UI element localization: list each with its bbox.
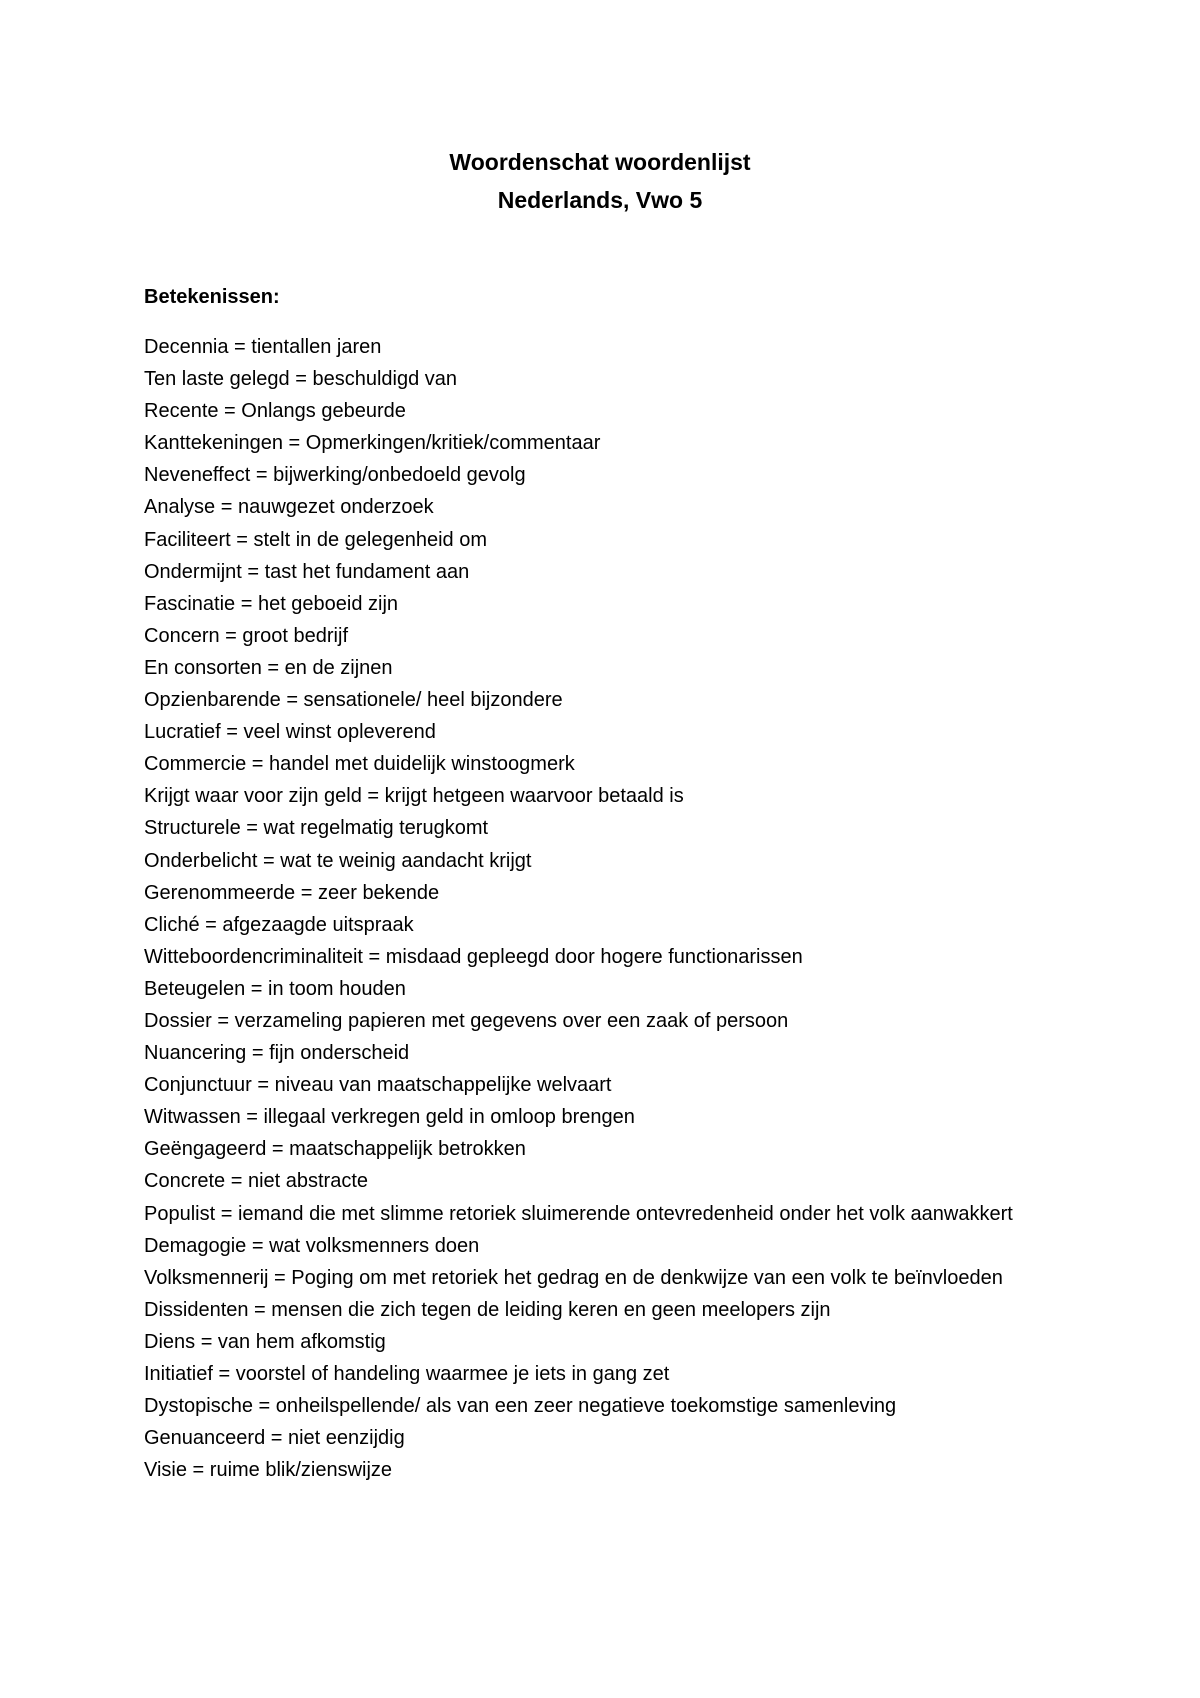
vocabulary-entry: Dystopische = onheilspellende/ als van een zeer negatieve toekomstige samenleving <box>144 1395 897 1418</box>
vocabulary-entry: Kanttekeningen = Opmerkingen/kritiek/commentaar <box>144 432 601 455</box>
vocabulary-entry: Concrete = niet abstracte <box>144 1170 369 1193</box>
vocabulary-entry: Witwassen = illegaal verkregen geld in omloop brengen <box>144 1106 635 1129</box>
vocabulary-entry: Nuancering = fijn onderscheid <box>144 1042 410 1065</box>
vocabulary-entry: Fascinatie = het geboeid zijn <box>144 592 399 615</box>
vocabulary-entry: Visie = ruime blik/zienswijze <box>144 1459 393 1482</box>
section-heading: Betekenissen: <box>144 286 280 308</box>
vocabulary-list <box>144 331 1024 1486</box>
vocabulary-entry: Genuanceerd = niet eenzijdig <box>144 1427 405 1450</box>
vocabulary-entry: Volksmennerij = Poging om met retoriek het gedrag en de denkwijze van een volk te beïnvloeden <box>144 1266 1003 1289</box>
vocabulary-entry: Diens = van hem afkomstig <box>144 1330 386 1353</box>
vocabulary-entry: Dossier = verzameling papieren met gegevens over een zaak of persoon <box>144 1009 789 1032</box>
vocabulary-entry: Dissidenten = mensen die zich tegen de leiding keren en geen meelopers zijn <box>144 1298 831 1321</box>
vocabulary-entry: Concern = groot bedrijf <box>144 624 349 647</box>
vocabulary-entry: Neveneffect = bijwerking/onbedoeld gevolg <box>144 464 526 487</box>
vocabulary-entry: Ondermijnt = tast het fundament aan <box>144 560 470 583</box>
vocabulary-entry: Witteboordencriminaliteit = misdaad gepleegd door hogere functionarissen <box>144 945 803 968</box>
vocabulary-entry: Decennia = tientallen jaren <box>144 336 382 358</box>
document-subtitle: Nederlands, Vwo 5 <box>497 187 703 213</box>
vocabulary-entry: Commercie = handel met duidelijk winstoogmerk <box>144 753 575 776</box>
vocabulary-entry: Structurele = wat regelmatig terugkomt <box>144 817 489 840</box>
vocabulary-entry: Conjunctuur = niveau van maatschappelijke welvaart <box>144 1074 612 1097</box>
vocabulary-entry: En consorten = en de zijnen <box>144 656 393 679</box>
document-title: Woordenschat woordenlijst <box>449 149 751 175</box>
vocabulary-entry: Onderbelicht = wat te weinig aandacht krijgt <box>144 849 532 872</box>
vocabulary-entry: Gerenommeerde = zeer bekende <box>144 881 440 904</box>
vocabulary-entry: Analyse = nauwgezet onderzoek <box>144 496 434 519</box>
vocabulary-entry: Recente = Onlangs gebeurde <box>144 400 406 423</box>
vocabulary-entry: Faciliteert = stelt in de gelegenheid om <box>144 528 487 551</box>
vocabulary-entry: Beteugelen = in toom houden <box>144 977 406 1000</box>
vocabulary-entry: Geëngageerd = maatschappelijk betrokken <box>144 1138 526 1161</box>
vocabulary-entry: Lucratief = veel winst opleverend <box>144 721 436 744</box>
vocabulary-entry: Initiatief = voorstel of handeling waarmee je iets in gang zet <box>144 1363 670 1385</box>
vocabulary-entry: Cliché = afgezaagde uitspraak <box>144 913 414 936</box>
vocabulary-entry: Opzienbarende = sensationele/ heel bijzondere <box>144 689 563 712</box>
vocabulary-entry: Krijgt waar voor zijn geld = krijgt hetgeen waarvoor betaald is <box>144 785 684 808</box>
vocabulary-entry: Populist = iemand die met slimme retoriek sluimerende ontevredenheid onder het volk aanwakkert <box>144 1202 1013 1225</box>
vocabulary-entry: Demagogie = wat volksmenners doen <box>144 1234 480 1257</box>
vocabulary-entry: Ten laste gelegd = beschuldigd van <box>144 368 458 391</box>
